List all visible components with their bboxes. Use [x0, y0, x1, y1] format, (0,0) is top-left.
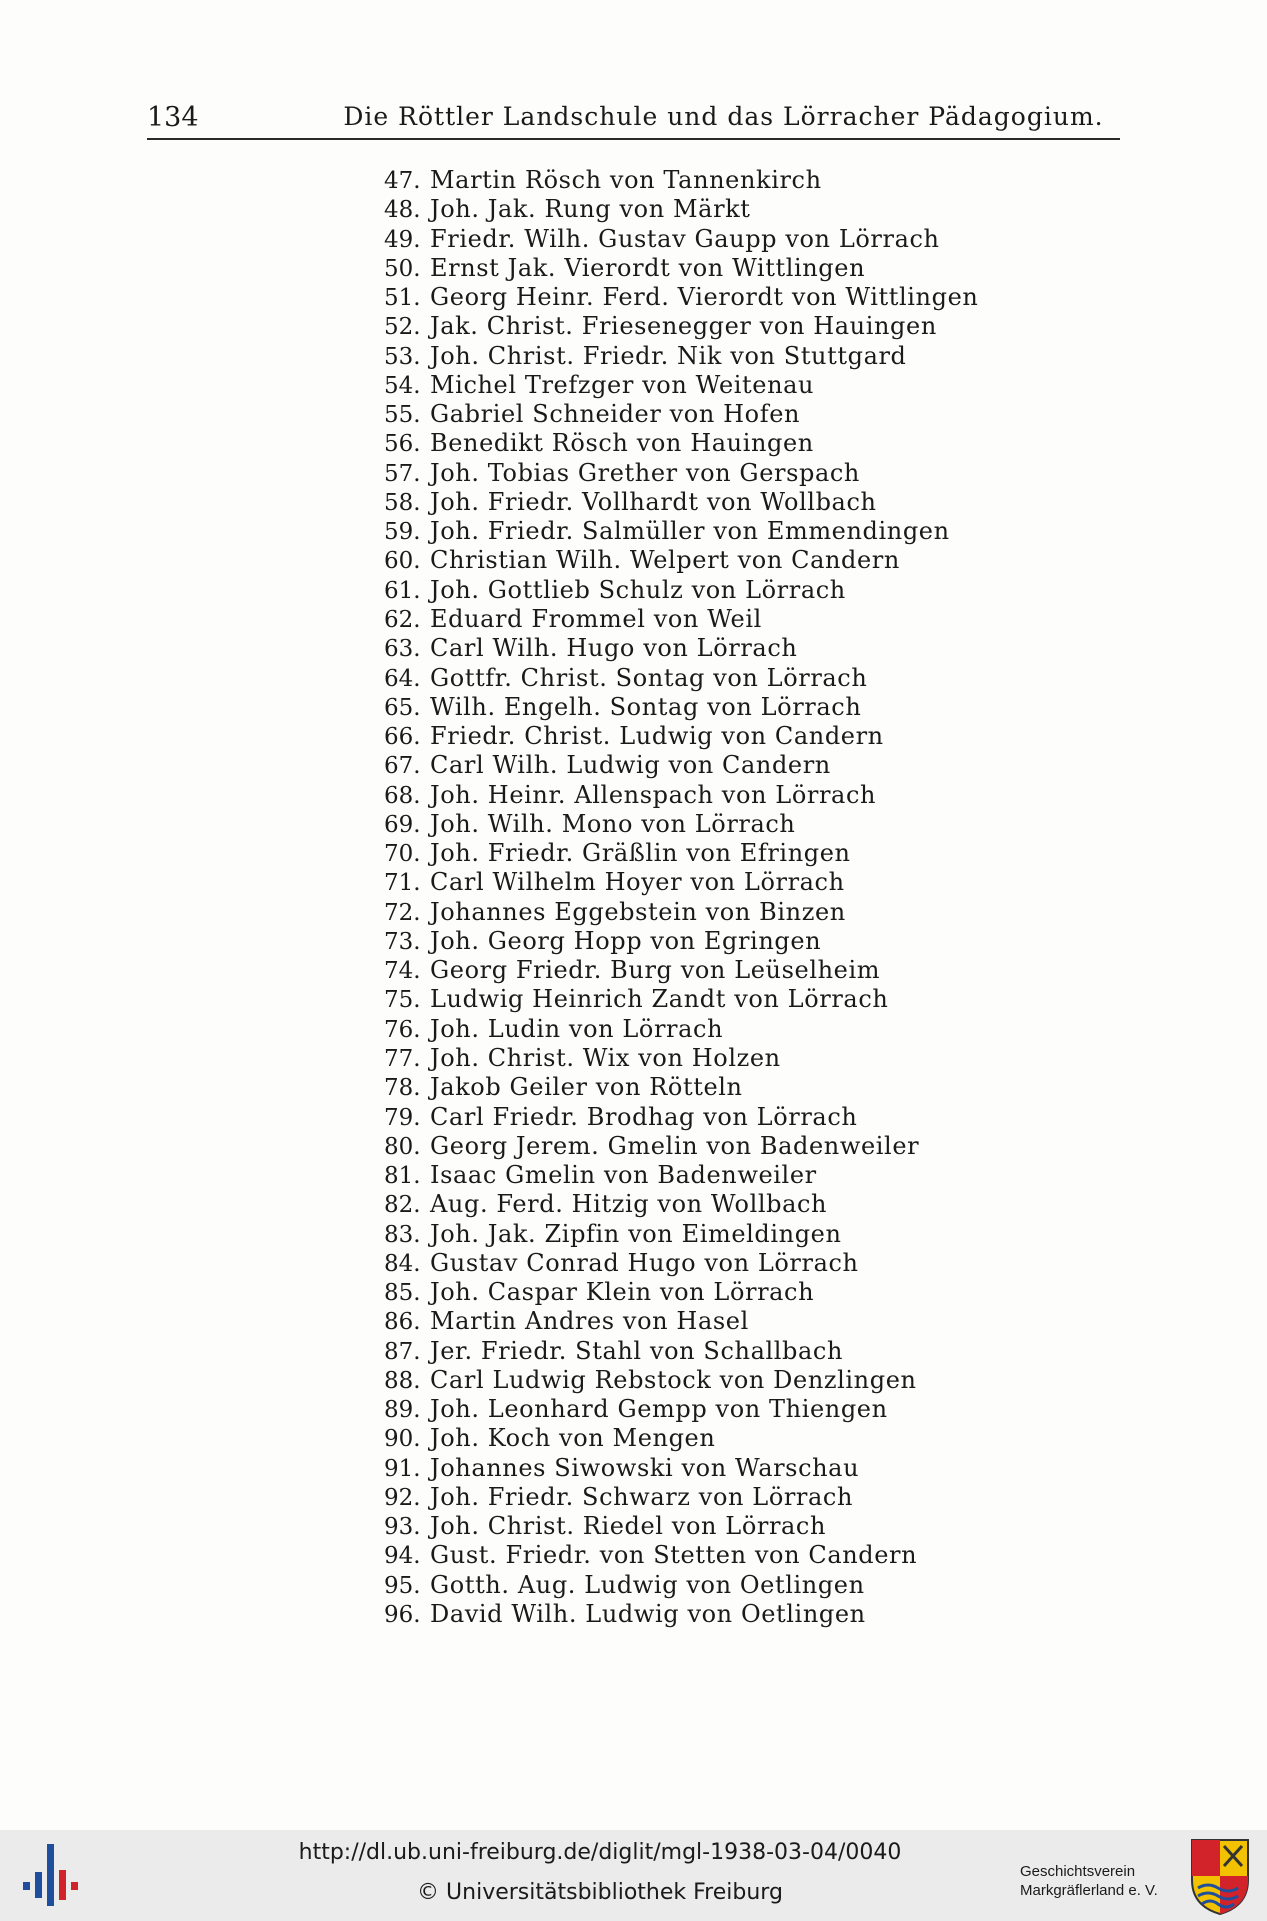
- list-item: [384, 926, 1084, 955]
- entry-number: 86.: [384, 1309, 421, 1336]
- list-item: [384, 458, 1084, 487]
- list-item: [384, 194, 1084, 223]
- entry-name: Gotth. Aug. Ludwig von Oetlingen: [430, 1570, 865, 1599]
- footer-bar: [0, 1830, 1267, 1921]
- entry-name: Joh. Heinr. Allenspach von Lörrach: [430, 780, 877, 809]
- list-item: [384, 1043, 1084, 1072]
- entry-name: Joh. Christ. Wix von Holzen: [430, 1043, 781, 1072]
- entry-number: 91.: [384, 1455, 421, 1482]
- entry-number: 73.: [384, 928, 421, 955]
- entry-name: Joh. Caspar Klein von Lörrach: [430, 1278, 815, 1307]
- entry-number: 70.: [384, 841, 421, 868]
- entry-name: Joh. Ludin von Lörrach: [430, 1014, 724, 1043]
- entry-name: Eduard Frommel von Weil: [430, 604, 762, 633]
- list-item: [384, 1540, 1084, 1569]
- entry-number: 67.: [384, 753, 421, 780]
- entry-name: Jer. Friedr. Stahl von Schallbach: [430, 1336, 843, 1365]
- list-item: [384, 663, 1084, 692]
- entry-number: 61.: [384, 577, 421, 604]
- entry-number: 50.: [384, 255, 421, 282]
- list-item: [384, 341, 1084, 370]
- entry-number: 92.: [384, 1484, 421, 1511]
- list-item: [384, 1189, 1084, 1218]
- entry-number: 53.: [384, 343, 421, 370]
- list-item: [384, 1511, 1084, 1540]
- list-item: [384, 633, 1084, 662]
- list-item: [384, 809, 1084, 838]
- header-rule: [147, 138, 1120, 140]
- list-item: [384, 1014, 1084, 1043]
- footer-url-link[interactable]: http://dl.ub.uni-freiburg.de/diglit/mgl-1938-03-04/0040: [298, 1840, 902, 1865]
- list-item: [384, 1599, 1084, 1628]
- entry-number: 72.: [384, 899, 421, 926]
- list-item: [384, 604, 1084, 633]
- entry-number: 90.: [384, 1426, 421, 1453]
- entry-name: Joh. Tobias Grether von Gerspach: [430, 458, 860, 487]
- list-item: [384, 897, 1084, 926]
- list-item: [384, 692, 1084, 721]
- list-item: [384, 516, 1084, 545]
- entry-name: Georg Heinr. Ferd. Vierordt von Wittlingen: [430, 283, 979, 312]
- entry-name: Jak. Christ. Friesenegger von Hauingen: [430, 312, 937, 341]
- entry-number: 71.: [384, 870, 421, 897]
- entry-number: 74.: [384, 958, 421, 985]
- entry-name: Joh. Friedr. Schwarz von Lörrach: [430, 1482, 854, 1511]
- list-item: [384, 1423, 1084, 1452]
- entry-name: Joh. Koch von Mengen: [430, 1424, 716, 1453]
- entry-name: Jakob Geiler von Rötteln: [430, 1073, 743, 1102]
- entry-number: 78.: [384, 1075, 421, 1102]
- entry-name: Carl Wilhelm Hoyer von Lörrach: [430, 868, 845, 897]
- entry-name: Joh. Wilh. Mono von Lörrach: [430, 809, 796, 838]
- entry-name: Michel Trefzger von Weitenau: [430, 370, 815, 399]
- entry-number: 96.: [384, 1602, 421, 1629]
- entry-number: 76.: [384, 1016, 421, 1043]
- entry-number: 66.: [384, 724, 421, 751]
- list-item: [384, 1131, 1084, 1160]
- list-item: [384, 838, 1084, 867]
- entry-number: 58.: [384, 489, 421, 516]
- list-item: [384, 780, 1084, 809]
- entry-number: 83.: [384, 1221, 421, 1248]
- list-item: [384, 545, 1084, 574]
- entry-number: 93.: [384, 1514, 421, 1541]
- list-item: [384, 1336, 1084, 1365]
- entry-number: 56.: [384, 431, 421, 458]
- entry-number: 82.: [384, 1192, 421, 1219]
- entry-number: 64.: [384, 665, 421, 692]
- page-header: [147, 100, 1120, 136]
- entry-number: 84.: [384, 1250, 421, 1277]
- entry-number: 75.: [384, 987, 421, 1014]
- entry-name: Joh. Christ. Friedr. Nik von Stuttgard: [430, 341, 907, 370]
- entry-number: 63.: [384, 636, 421, 663]
- list-item: [384, 311, 1084, 340]
- entry-number: 88.: [384, 1367, 421, 1394]
- entry-number: 68.: [384, 782, 421, 809]
- list-item: [384, 575, 1084, 604]
- list-item: [384, 1365, 1084, 1394]
- entry-name: Georg Friedr. Burg von Leüselheim: [430, 956, 881, 985]
- ub-freiburg-logo-icon[interactable]: [20, 1842, 80, 1908]
- list-item: [384, 984, 1084, 1013]
- entry-name: Carl Wilh. Hugo von Lörrach: [430, 634, 798, 663]
- entry-name: Gust. Friedr. von Stetten von Candern: [430, 1541, 918, 1570]
- footer-copyright: © Universitätsbibliothek Freiburg: [417, 1880, 783, 1905]
- entry-number: 57.: [384, 460, 421, 487]
- entry-name: Friedr. Christ. Ludwig von Candern: [430, 722, 884, 751]
- entry-number: 95.: [384, 1572, 421, 1599]
- entry-number: 55.: [384, 402, 421, 429]
- entry-number: 65.: [384, 694, 421, 721]
- entry-number: 85.: [384, 1280, 421, 1307]
- list-item: [384, 1072, 1084, 1101]
- entry-name: Johannes Siwowski von Warschau: [430, 1453, 860, 1482]
- list-item: [384, 750, 1084, 779]
- entry-name: Gustav Conrad Hugo von Lörrach: [430, 1248, 859, 1277]
- entry-name: Joh. Christ. Riedel von Lörrach: [430, 1512, 827, 1541]
- entry-name: Joh. Friedr. Salmüller von Emmendingen: [430, 517, 950, 546]
- entry-number: 89.: [384, 1397, 421, 1424]
- entry-name: Isaac Gmelin von Badenweiler: [430, 1161, 817, 1190]
- list-item: [384, 1453, 1084, 1482]
- student-list: [384, 165, 1084, 1628]
- list-item: [384, 253, 1084, 282]
- entry-name: Friedr. Wilh. Gustav Gaupp von Lörrach: [430, 224, 940, 253]
- running-title: Die Röttler Landschule und das Lörracher Pädagogium.: [343, 102, 1104, 131]
- list-item: [384, 1482, 1084, 1511]
- entry-name: Carl Ludwig Rebstock von Denzlingen: [430, 1365, 917, 1394]
- list-item: [384, 867, 1084, 896]
- list-item: [384, 955, 1084, 984]
- list-item: [384, 1394, 1084, 1423]
- entry-number: 81.: [384, 1163, 421, 1190]
- list-item: [384, 487, 1084, 516]
- entry-number: 47.: [384, 168, 421, 194]
- society-name-line2: Markgräflerland e. V.: [1020, 1882, 1158, 1899]
- entry-name: Carl Friedr. Brodhag von Lörrach: [430, 1102, 858, 1131]
- entry-name: Christian Wilh. Welpert von Candern: [430, 546, 900, 575]
- entry-name: Wilh. Engelh. Sontag von Lörrach: [430, 692, 862, 721]
- entry-name: Joh. Leonhard Gempp von Thiengen: [430, 1395, 888, 1424]
- list-item: [384, 721, 1084, 750]
- entry-number: 77.: [384, 1045, 421, 1072]
- entry-number: 80.: [384, 1133, 421, 1160]
- list-item: [384, 282, 1084, 311]
- entry-name: Joh. Friedr. Gräßlin von Efringen: [430, 839, 851, 868]
- list-item: [384, 1248, 1084, 1277]
- entry-number: 49.: [384, 226, 421, 253]
- entry-name: Carl Wilh. Ludwig von Candern: [430, 751, 831, 780]
- entry-number: 69.: [384, 811, 421, 838]
- entry-name: Martin Rösch von Tannenkirch: [430, 166, 822, 194]
- list-item: [384, 224, 1084, 253]
- entry-name: Joh. Jak. Rung von Märkt: [430, 195, 751, 224]
- list-item: [384, 165, 1084, 194]
- society-name: [1020, 1862, 1180, 1900]
- entry-name: Georg Jerem. Gmelin von Badenweiler: [430, 1131, 920, 1160]
- entry-name: Benedikt Rösch von Hauingen: [430, 429, 814, 458]
- list-item: [384, 1277, 1084, 1306]
- society-crest-icon[interactable]: [1188, 1836, 1252, 1916]
- entry-number: 62.: [384, 606, 421, 633]
- entry-name: Joh. Gottlieb Schulz von Lörrach: [430, 575, 846, 604]
- entry-name: Joh. Friedr. Vollhardt von Wollbach: [430, 487, 877, 516]
- entry-name: David Wilh. Ludwig von Oetlingen: [430, 1600, 866, 1629]
- entry-name: Joh. Georg Hopp von Egringen: [430, 926, 822, 955]
- entry-number: 59.: [384, 519, 421, 546]
- page-number: 134: [147, 102, 199, 133]
- list-item: [384, 428, 1084, 457]
- entry-name: Ernst Jak. Vierordt von Wittlingen: [430, 253, 866, 282]
- entry-name: Joh. Jak. Zipfin von Eimeldingen: [430, 1219, 842, 1248]
- entry-name: Aug. Ferd. Hitzig von Wollbach: [430, 1190, 828, 1219]
- list-item: [384, 1102, 1084, 1131]
- entry-name: Johannes Eggebstein von Binzen: [430, 897, 846, 926]
- list-item: [384, 1570, 1084, 1599]
- list-item: [384, 1306, 1084, 1335]
- entry-name: Gottfr. Christ. Sontag von Lörrach: [430, 663, 868, 692]
- entry-number: 54.: [384, 372, 421, 399]
- entry-number: 94.: [384, 1543, 421, 1570]
- list-item: [384, 1219, 1084, 1248]
- entry-name: Gabriel Schneider von Hofen: [430, 400, 801, 429]
- entry-name: Martin Andres von Hasel: [430, 1307, 749, 1336]
- entry-number: 79.: [384, 1104, 421, 1131]
- list-item: [384, 370, 1084, 399]
- entry-number: 60.: [384, 548, 421, 575]
- entry-number: 51.: [384, 285, 421, 312]
- entry-name: Ludwig Heinrich Zandt von Lörrach: [430, 985, 889, 1014]
- entry-number: 52.: [384, 314, 421, 341]
- society-name-line1: Geschichtsverein: [1020, 1863, 1136, 1880]
- entry-number: 48.: [384, 197, 421, 224]
- list-item: [384, 1160, 1084, 1189]
- entry-number: 87.: [384, 1338, 421, 1365]
- list-item: [384, 399, 1084, 428]
